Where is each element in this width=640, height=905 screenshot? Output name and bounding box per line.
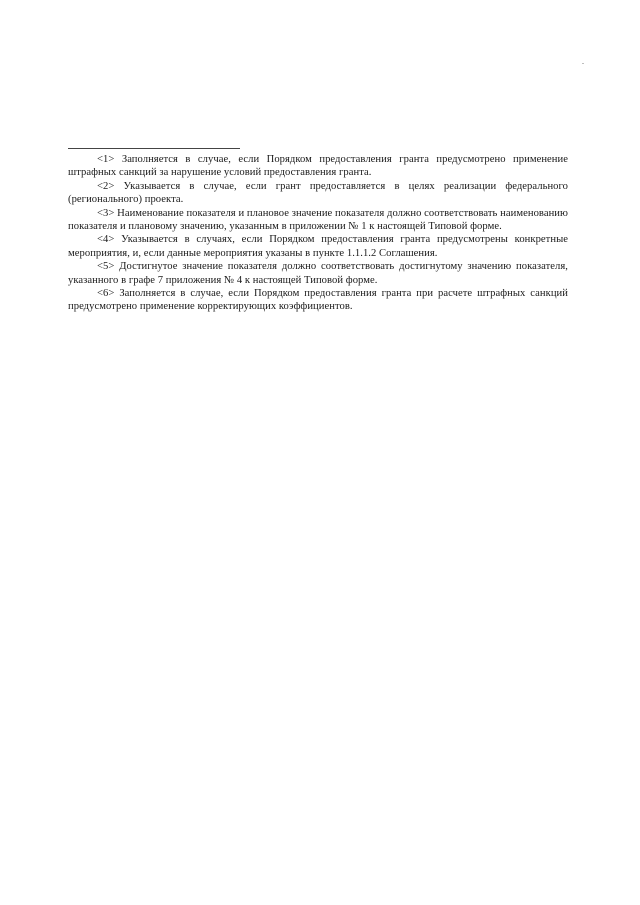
footnote-4: <4> Указывается в случаях, если Порядком предоставления гранта предусмотрены конкретные мероприятия, и, если данные мероприятия указаны в пункте 1.1.1.2 Соглашения. (68, 234, 568, 259)
footnotes-block (68, 153, 568, 314)
corner-mark: . (582, 57, 584, 66)
footnote-5: <5> Достигнутое значение показателя должно соответствовать достигнутому значению показателя, указанного в графе 7 приложения № 4 к настоящей Типовой форме. (68, 261, 568, 286)
footnote-separator (68, 148, 240, 149)
footnote-1: <1> Заполняется в случае, если Порядком предоставления гранта предусмотрено применение штрафных санкций за нарушение условий предоставления гранта. (68, 154, 568, 179)
footnote-6: <6> Заполняется в случае, если Порядком предоставления гранта при расчете штрафных санкций предусмотрено применение корректирующих коэффициентов. (68, 288, 568, 313)
footnote-3: <3> Наименование показателя и плановое значение показателя должно соответствовать наименованию показателя и плановому значению, указанным в приложении № 1 к настоящей Типовой форме. (68, 207, 568, 233)
footnote-2: <2> Указывается в случае, если грант предоставляется в целях реализации федерального (регионального) проекта. (68, 180, 568, 206)
